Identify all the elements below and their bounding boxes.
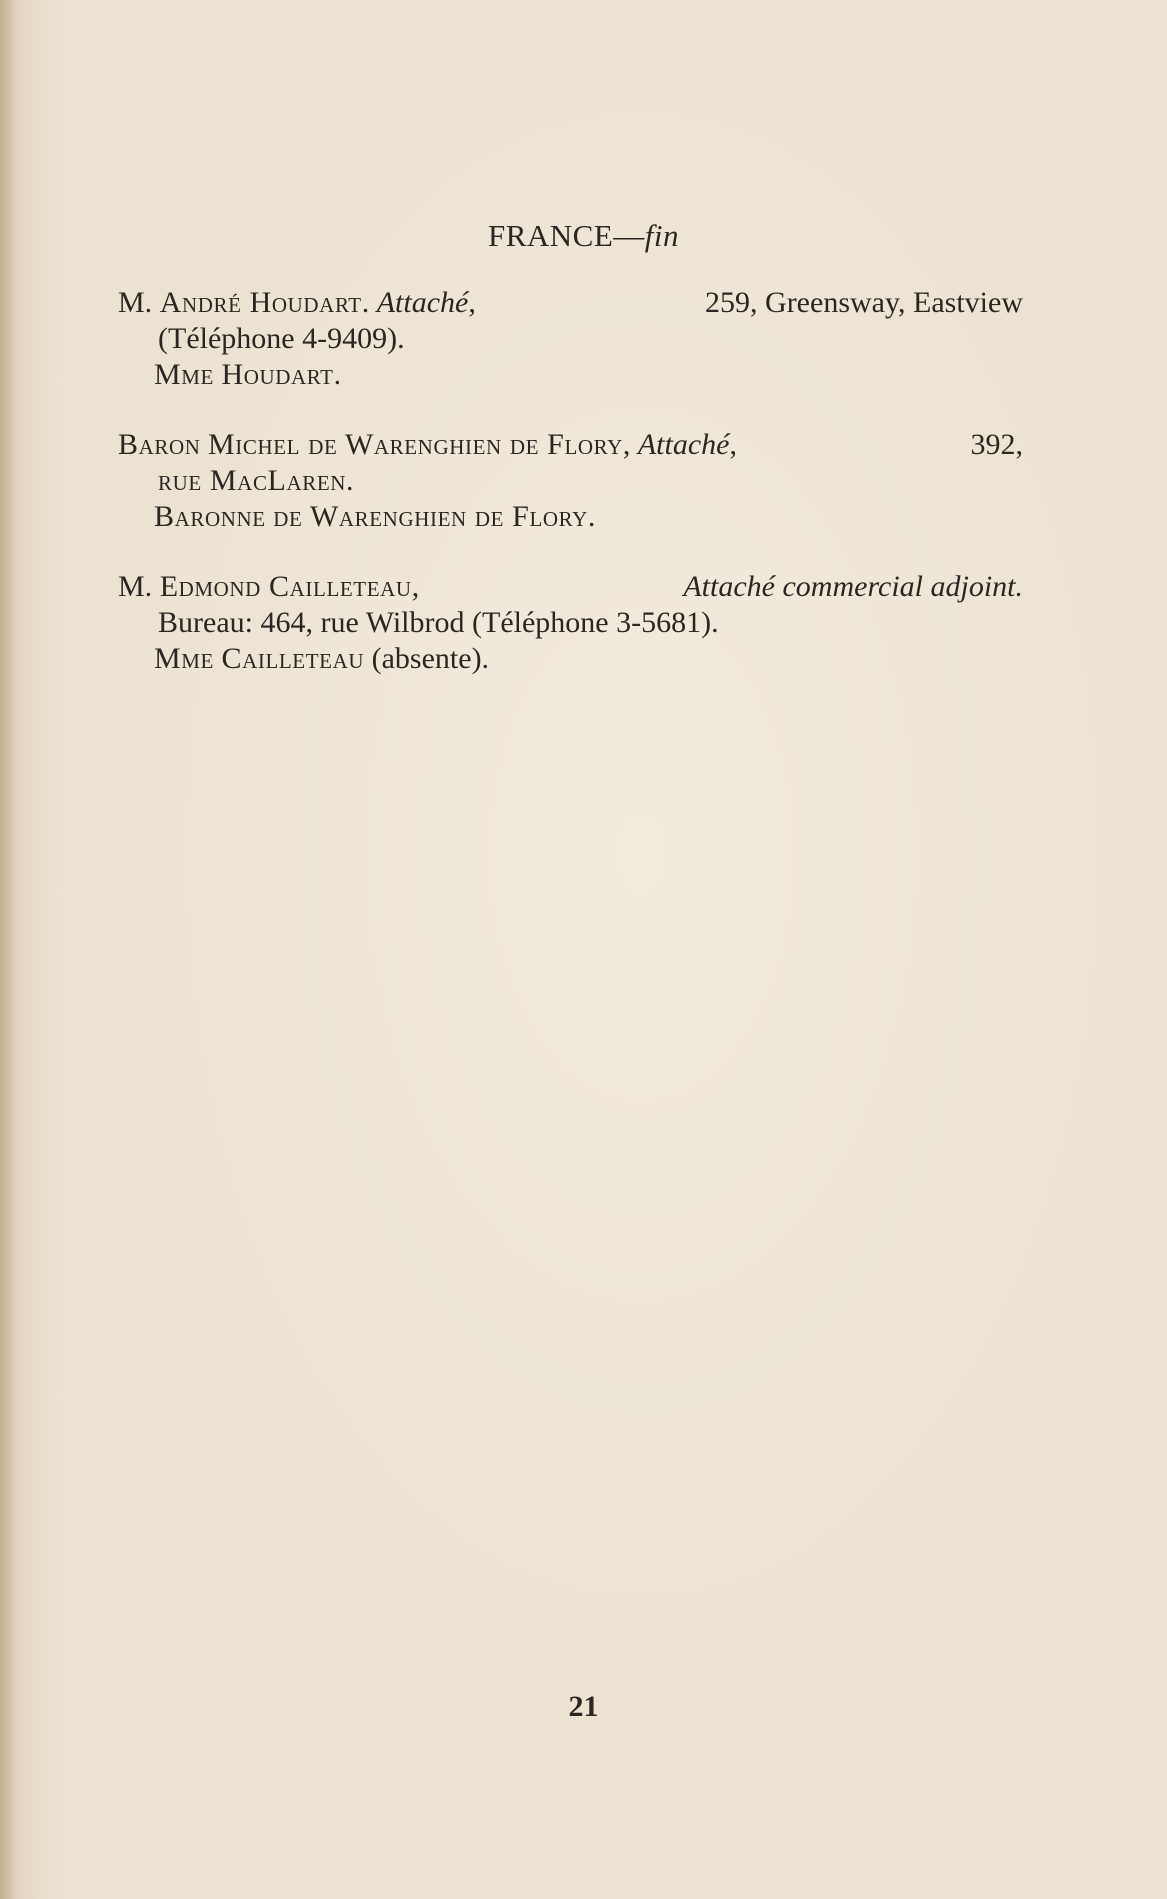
spouse-name: Cailleteau	[221, 642, 365, 675]
entry-role: Attaché	[637, 428, 730, 461]
entry-address: 392,	[970, 428, 1023, 461]
spouse-name: Houdart	[221, 358, 334, 391]
entry-spouse	[118, 641, 1023, 677]
entry-line-1: M. Edmond Cailleteau, Attaché commercial adjoint.	[118, 570, 1023, 603]
spouse-title: Mme	[154, 358, 214, 391]
entry-name: Michel de Warenghien de Flory	[208, 428, 623, 461]
entry-spouse: Baronne de Warenghien de Flory.	[154, 500, 596, 533]
entry-line-1: M. André Houdart. Attaché, 259, Greensway, Eastview	[118, 286, 1023, 319]
binding-shadow	[0, 0, 18, 1899]
spouse-note: (absente).	[371, 642, 490, 675]
page-number: 21	[568, 1690, 599, 1723]
list-item	[118, 285, 1023, 393]
heading-dash: —	[613, 218, 645, 253]
entry-title: M.	[118, 286, 153, 319]
entries-list	[118, 285, 1023, 711]
spouse-title: Mme	[154, 642, 214, 675]
list-item	[118, 427, 1023, 535]
entry-name: André Houdart	[159, 286, 362, 319]
page-heading	[0, 218, 1167, 254]
entry-spouse: Mme Houdart.	[154, 358, 342, 391]
heading-country: FRANCE	[487, 218, 614, 253]
entry-role: Attaché	[376, 286, 469, 319]
entry-address: 259, Greensway, Eastview	[705, 286, 1023, 319]
entry-title: Baron	[118, 428, 201, 461]
entry-line-1: Baron Michel de Warenghien de Flory, Attaché, 392,	[118, 428, 1023, 461]
entry-title: M.	[118, 570, 153, 603]
spouse-title: Baronne	[154, 500, 266, 533]
entry-address-line2: (Téléphone 4-9409).	[158, 322, 405, 355]
spouse-name: de Warenghien de Flory	[273, 500, 588, 533]
entry-role: Attaché commercial adjoint.	[683, 570, 1023, 603]
heading-suffix: fin	[644, 218, 680, 253]
entry-address-line2: Bureau: 464, rue Wilbrod (Téléphone 3-5681).	[158, 606, 719, 639]
entry-address-line2: rue MacLaren.	[158, 464, 355, 497]
entry-name: Edmond Cailleteau	[159, 570, 412, 603]
list-item	[118, 569, 1023, 677]
